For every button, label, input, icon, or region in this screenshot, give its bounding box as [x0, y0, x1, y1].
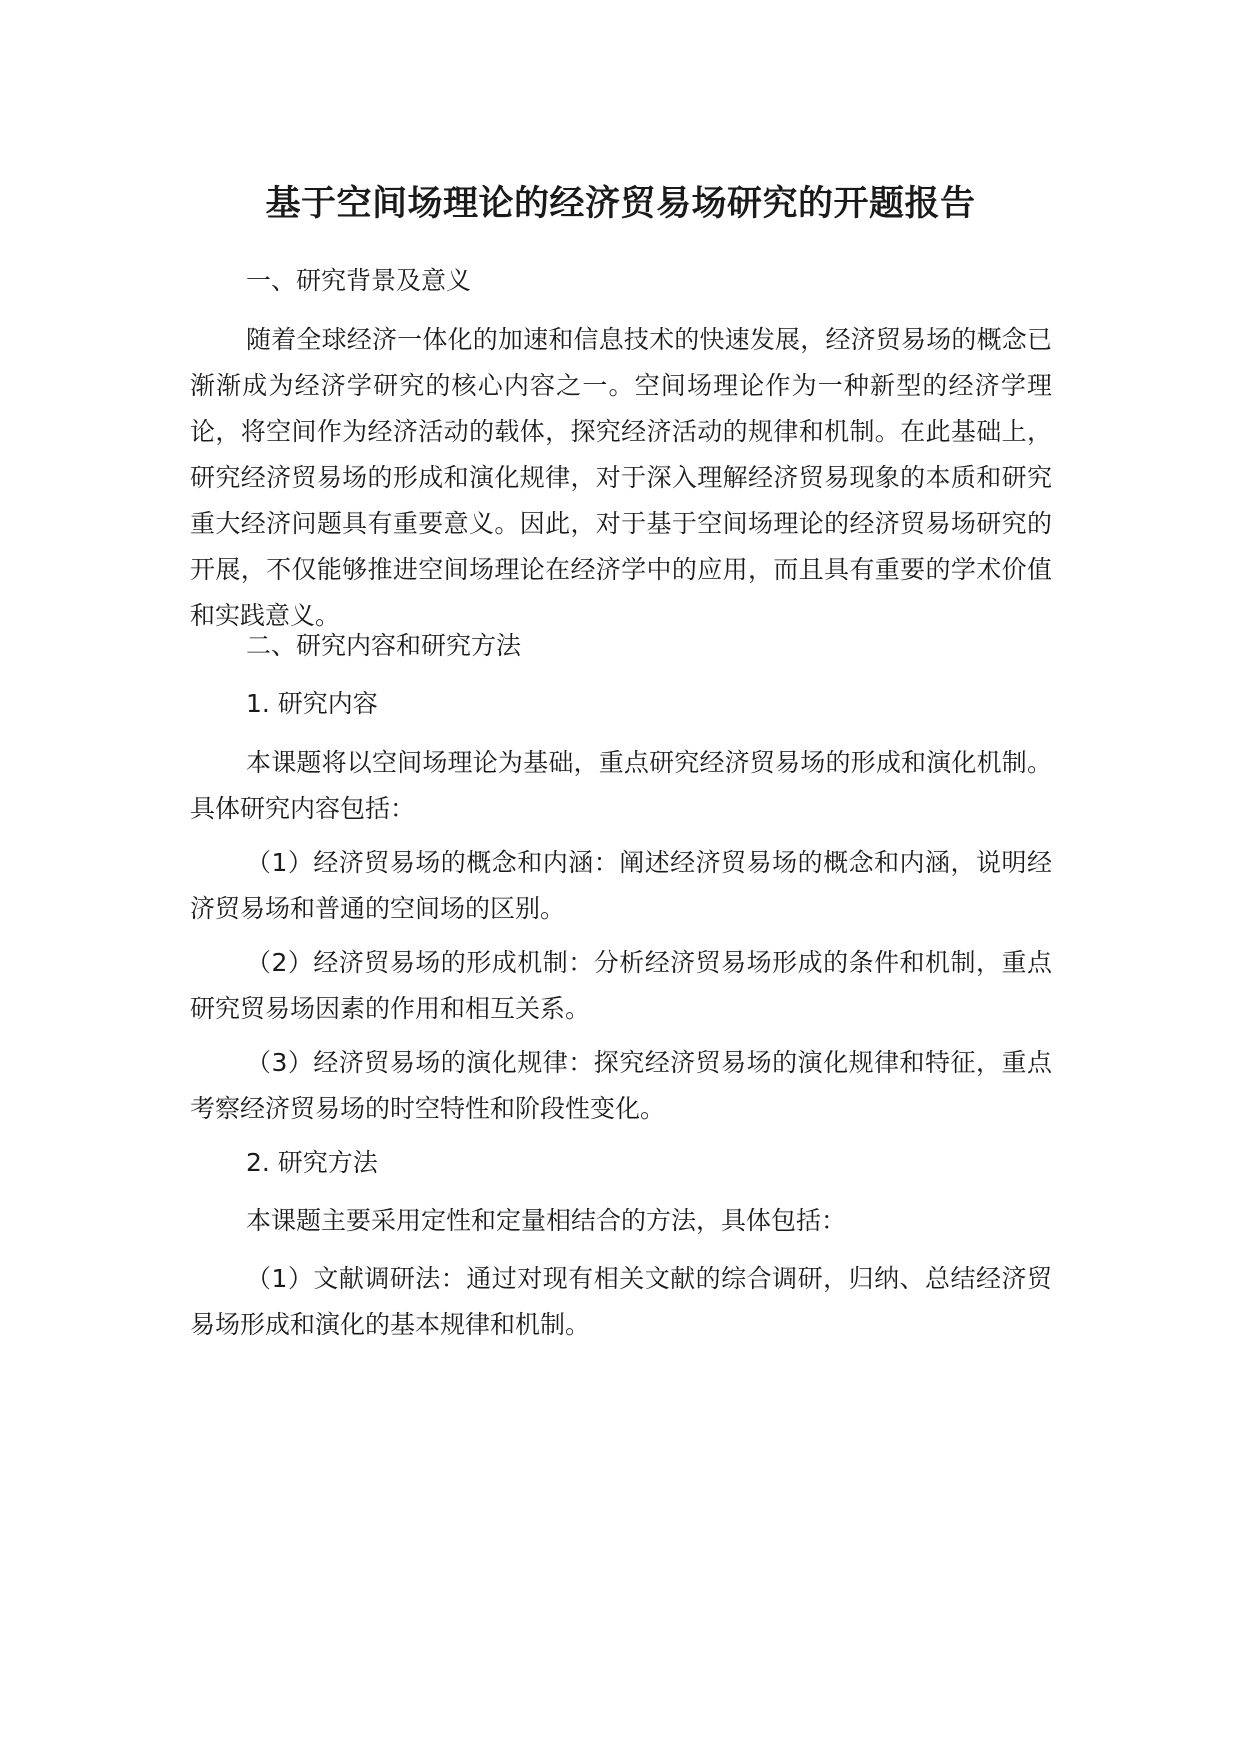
- document-title: 基于空间场理论的经济贸易场研究的开题报告: [265, 184, 976, 224]
- section2-heading: 二、研究内容和研究方法: [246, 631, 522, 660]
- content-item-3: （3）经济贸易场的演化规律：探究经济贸易场的演化规律和特征，重点考察经济贸易场的时空特性和阶段性变化。: [190, 1048, 1052, 1123]
- sub1-intro: 本课题将以空间场理论为基础，重点研究经济贸易场的形成和演化机制。具体研究内容包括：: [190, 748, 1052, 823]
- method-item-1: （1）文献调研法：通过对现有相关文献的综合调研，归纳、总结经济贸易场形成和演化的基本规律和机制。: [190, 1264, 1052, 1339]
- content-item-2: （2）经济贸易场的形成机制：分析经济贸易场形成的条件和机制，重点研究贸易场因素的作用和相互关系。: [190, 948, 1052, 1023]
- section1-paragraph: 随着全球经济一体化的加速和信息技术的快速发展，经济贸易场的概念已渐渐成为经济学研究的核心内容之一。空间场理论作为一种新型的经济学理论，将空间作为经济活动的载体，探究经济活动的规律和机制。在此基础上，研究经济贸易场的形成和演化规律，对于深入理解经济贸易现象的本质和研究重大经济问题具有重要意义。因此，对于基于空间场理论的经济贸易场研究的开展，不仅能够推进空间场理论在经济学中的应用，而且具有重要的学术价值和实践意义。: [190, 325, 1052, 630]
- sub2-heading: 2. 研究方法: [246, 1148, 378, 1177]
- content-item-1: （1）经济贸易场的概念和内涵：阐述经济贸易场的概念和内涵，说明经济贸易场和普通的空间场的区别。: [190, 848, 1052, 923]
- sub1-heading: 1. 研究内容: [246, 689, 378, 718]
- sub2-intro: 本课题主要采用定性和定量相结合的方法，具体包括：: [246, 1206, 847, 1235]
- section1-heading: 一、研究背景及意义: [246, 266, 472, 295]
